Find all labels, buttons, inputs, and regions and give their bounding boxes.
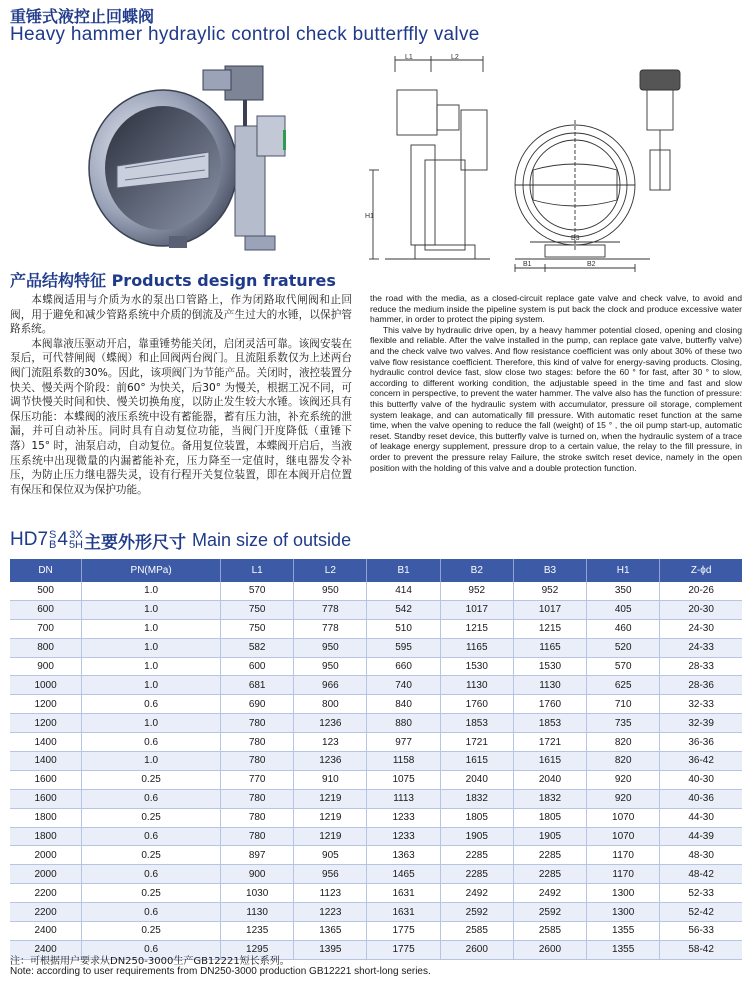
table-row	[10, 714, 742, 733]
table-cell: 1113	[367, 789, 440, 808]
table-cell: 1832	[513, 789, 586, 808]
table-cell: 1.0	[82, 600, 221, 619]
table-cell: 414	[367, 582, 440, 600]
column-header: DN	[10, 559, 82, 582]
table-cell: 2600	[513, 940, 586, 959]
table-row	[10, 827, 742, 846]
column-header: B2	[440, 559, 513, 582]
table-row	[10, 846, 742, 865]
table-cell: 1600	[10, 789, 82, 808]
table-cell: 52-42	[660, 903, 742, 922]
table-row	[10, 903, 742, 922]
column-header: PN(MPa)	[82, 559, 221, 582]
table-cell: 20-26	[660, 582, 742, 600]
table-cell: 24-30	[660, 619, 742, 638]
table-cell: 20-30	[660, 600, 742, 619]
table-row	[10, 582, 742, 600]
table-cell: 750	[221, 619, 294, 638]
table-cell: 582	[221, 638, 294, 657]
table-cell: 405	[587, 600, 660, 619]
table-cell: 1070	[587, 808, 660, 827]
table-cell: 2200	[10, 903, 82, 922]
table-cell: 1200	[10, 695, 82, 714]
table-title-en: Main size of outside	[192, 529, 352, 550]
table-cell: 700	[10, 619, 82, 638]
table-cell: 1030	[221, 884, 294, 903]
column-header: Z-ϕd	[660, 559, 742, 582]
table-cell: 36-42	[660, 752, 742, 771]
table-cell: 2400	[10, 922, 82, 941]
table-cell: 1805	[440, 808, 513, 827]
table-cell: 820	[587, 752, 660, 771]
table-cell: 1395	[294, 940, 367, 959]
table-row	[10, 789, 742, 808]
table-cell: 1853	[513, 714, 586, 733]
table-cell: 1233	[367, 827, 440, 846]
section-title: 产品结构特征 Products design fratures	[10, 271, 336, 290]
table-cell: 0.25	[82, 770, 221, 789]
table-row	[10, 657, 742, 676]
table-cell: 800	[10, 638, 82, 657]
table-cell: 1123	[294, 884, 367, 903]
table-title-cn: 主要外形尺寸	[84, 532, 186, 553]
table-row	[10, 638, 742, 657]
table-cell: 966	[294, 676, 367, 695]
label-b2: B2	[587, 261, 596, 268]
note-chinese: 注：可根据用户要求从DN250-3000生产GB12221短长系列。	[10, 956, 290, 967]
table-cell: 2492	[440, 884, 513, 903]
table-cell: 1158	[367, 752, 440, 771]
table-cell: 780	[221, 789, 294, 808]
table-cell: 56-33	[660, 922, 742, 941]
table-cell: 2285	[440, 865, 513, 884]
table-cell: 1832	[440, 789, 513, 808]
table-row	[10, 733, 742, 752]
table-cell: 500	[10, 582, 82, 600]
table-cell: 1631	[367, 884, 440, 903]
table-row	[10, 619, 742, 638]
table-cell: 0.25	[82, 846, 221, 865]
table-cell: 0.25	[82, 808, 221, 827]
label-l1: L1	[405, 54, 413, 61]
table-cell: 780	[221, 827, 294, 846]
table-cell: 2200	[10, 884, 82, 903]
table-row	[10, 695, 742, 714]
table-cell: 44-30	[660, 808, 742, 827]
table-cell: 1800	[10, 827, 82, 846]
table-cell: 0.6	[82, 940, 221, 959]
table-cell: 1805	[513, 808, 586, 827]
label-b1: B1	[523, 261, 532, 268]
table-cell: 0.25	[82, 884, 221, 903]
table-cell: 900	[10, 657, 82, 676]
table-cell: 1905	[440, 827, 513, 846]
table-cell: 956	[294, 865, 367, 884]
table-cell: 910	[294, 770, 367, 789]
table-cell: 897	[221, 846, 294, 865]
table-cell: 950	[294, 582, 367, 600]
table-cell: 1.0	[82, 638, 221, 657]
table-cell: 750	[221, 600, 294, 619]
table-cell: 1.0	[82, 714, 221, 733]
table-cell: 2285	[440, 846, 513, 865]
table-row	[10, 808, 742, 827]
table-cell: 900	[221, 865, 294, 884]
table-cell: 1355	[587, 922, 660, 941]
table-cell: 1295	[221, 940, 294, 959]
table-cell: 2585	[513, 922, 586, 941]
table-cell: 1363	[367, 846, 440, 865]
table-cell: 1233	[367, 808, 440, 827]
label-l2: L2	[451, 54, 459, 61]
table-cell: 952	[513, 582, 586, 600]
column-header: L1	[221, 559, 294, 582]
table-cell: 840	[367, 695, 440, 714]
table-cell: 1223	[294, 903, 367, 922]
table-cell: 1775	[367, 940, 440, 959]
table-cell: 710	[587, 695, 660, 714]
dimension-table	[10, 559, 742, 960]
table-cell: 570	[221, 582, 294, 600]
table-cell: 1721	[513, 733, 586, 752]
table-cell: 1236	[294, 714, 367, 733]
table-cell: 770	[221, 770, 294, 789]
table-cell: 600	[221, 657, 294, 676]
table-cell: 542	[367, 600, 440, 619]
table-cell: 1300	[587, 903, 660, 922]
label-b3: B3	[571, 235, 580, 242]
table-cell: 1530	[513, 657, 586, 676]
table-cell: 780	[221, 733, 294, 752]
table-cell: 950	[294, 638, 367, 657]
table-cell: 740	[367, 676, 440, 695]
table-cell: 800	[294, 695, 367, 714]
table-cell: 0.6	[82, 789, 221, 808]
table-cell: 1800	[10, 808, 82, 827]
table-cell: 1070	[587, 827, 660, 846]
table-cell: 2000	[10, 846, 82, 865]
table-cell: 0.25	[82, 922, 221, 941]
description-chinese	[10, 293, 352, 497]
table-cell: 2600	[440, 940, 513, 959]
table-cell: 44-39	[660, 827, 742, 846]
table-cell: 1235	[221, 922, 294, 941]
column-header: B1	[367, 559, 440, 582]
table-cell: 1000	[10, 676, 82, 695]
table-cell: 520	[587, 638, 660, 657]
table-cell: 2285	[513, 865, 586, 884]
label-h1: H1	[365, 213, 374, 220]
table-cell: 123	[294, 733, 367, 752]
table-cell: 778	[294, 619, 367, 638]
column-header: B3	[513, 559, 586, 582]
paragraph: 本蝶阀适用与介质为水的泵出口管路上，作为闭路取代闸阀和止回阀，用于避免和减少管路系统中介质的倒流及产生过大的水锤，以保护管路系统。	[10, 294, 352, 336]
model-code: HD7 S B 4 3X 5H	[10, 529, 83, 551]
paragraph: This valve by hydraulic drive open, by a heavy hammer potential closed, opening and closing flexible and reliable. After the valve installed in the pump, can replace gate valve, butterfly valve) and the check valve two valves. And flow resistance coefficient was only about 30% of these two valve flow resistance coefficient. Therefore, this kind of valve for energy-saving products. Closing, hydraulic control device fast, slow close two stages: before the 60 ° for fast, after 30 ° to slow, according to different working condition, the adjustable speed in the time and fast and slow concern in perspective, to prevent the water hammer. The valve also has the function of pressure: this butterfly valve of the hydraulic system with accumulator, pressure oil storage, complement system leakage, and can automatically fill pressure. With automatic reset function at the same time, when the valve opening to reduce the fall (weight) of 15 ° , the oil pump start-up, automatic reset. Standby reset device, this butterfly valve is turned on, when the hydraulic system of a trace of leakage energy supplement, pressure drop to a certain value, the relay to the fill pressure, in order to prevent the pressure relay Failure, the stroke switch reset device, namely in the open position with the holding of this valve and a double protection function.	[370, 324, 742, 473]
table-cell: 570	[587, 657, 660, 676]
table-cell: 1600	[10, 770, 82, 789]
table-cell: 1.0	[82, 657, 221, 676]
table-cell: 600	[10, 600, 82, 619]
title-chinese: 重锤式液控止回蝶阀	[10, 7, 155, 26]
table-cell: 1.0	[82, 582, 221, 600]
table-cell: 2492	[513, 884, 586, 903]
table-row	[10, 884, 742, 903]
table-cell: 2400	[10, 940, 82, 959]
table-cell: 1219	[294, 808, 367, 827]
table-cell: 1017	[440, 600, 513, 619]
table-cell: 1200	[10, 714, 82, 733]
table-cell: 2585	[440, 922, 513, 941]
table-cell: 2285	[513, 846, 586, 865]
table-cell: 820	[587, 733, 660, 752]
table-cell: 1130	[440, 676, 513, 695]
table-cell: 780	[221, 808, 294, 827]
table-cell: 625	[587, 676, 660, 695]
table-cell: 36-36	[660, 733, 742, 752]
table-cell: 1853	[440, 714, 513, 733]
table-cell: 28-33	[660, 657, 742, 676]
table-cell: 40-36	[660, 789, 742, 808]
table-cell: 1615	[440, 752, 513, 771]
note-english: Note: according to user requirements from DN250-3000 production GB12221 short-long series.	[10, 966, 431, 977]
table-cell: 0.6	[82, 865, 221, 884]
product-photo	[85, 56, 300, 256]
table-cell: 2000	[10, 865, 82, 884]
table-cell: 48-42	[660, 865, 742, 884]
table-cell: 1130	[513, 676, 586, 695]
table-cell: 1.0	[82, 752, 221, 771]
table-cell: 2040	[513, 770, 586, 789]
table-cell: 460	[587, 619, 660, 638]
table-cell: 690	[221, 695, 294, 714]
table-cell: 660	[367, 657, 440, 676]
title-english: Heavy hammer hydraylic control check butterffly valve	[10, 24, 480, 45]
table-row	[10, 770, 742, 789]
table-cell: 920	[587, 770, 660, 789]
table-cell: 1355	[587, 940, 660, 959]
table-cell: 1219	[294, 827, 367, 846]
table-cell: 1215	[440, 619, 513, 638]
table-cell: 1400	[10, 733, 82, 752]
table-cell: 1530	[440, 657, 513, 676]
paragraph: 本阀靠液压驱动开启，靠重锤势能关闭，启闭灵活可靠。该阀安装在泵后，可代替闸阀（蝶阀）和止回阀两台阀门。且流阻系数仅为上述两台阀门流阻系数的30%。因此，该项阀门为节能产品。关闭时，液控装置分快关、慢关两个阶段：前60° 为快关，后30° 为慢关，根据工况不同，可调节快慢关时间和快、慢关切换角度，以防止发生较大水锤。该阀还具有保压功能：本蝶阀的液压系统中设有蓄能器，蓄有压力油，补充系统的泄漏，并可自动补压。同时具有自动复位功能，当阀门开度降低（重锤下落）15° 时，油泵启动，自动复位。备用复位装置，本蝶阀开启后，当液压系统中出现微量的内漏蓄能补充，压力降至一定值时，继电器发令补压，为防止压力继电器失灵，设有行程开关复位装置，即在本阀开启位置有保压和保位双为保护功能。	[10, 337, 352, 496]
table-cell: 32-39	[660, 714, 742, 733]
table-cell: 1300	[587, 884, 660, 903]
table-cell: 977	[367, 733, 440, 752]
table-row	[10, 922, 742, 941]
table-cell: 2592	[513, 903, 586, 922]
table-cell: 350	[587, 582, 660, 600]
table-cell: 1631	[367, 903, 440, 922]
table-cell: 1165	[440, 638, 513, 657]
table-cell: 1365	[294, 922, 367, 941]
table-cell: 28-36	[660, 676, 742, 695]
table-cell: 1236	[294, 752, 367, 771]
column-header: H1	[587, 559, 660, 582]
table-row	[10, 865, 742, 884]
table-cell: 1170	[587, 846, 660, 865]
table-cell: 1017	[513, 600, 586, 619]
table-cell: 1400	[10, 752, 82, 771]
table-cell: 905	[294, 846, 367, 865]
table-cell: 1215	[513, 619, 586, 638]
column-header: L2	[294, 559, 367, 582]
table-row	[10, 676, 742, 695]
table-cell: 48-30	[660, 846, 742, 865]
table-row	[10, 752, 742, 771]
table-cell: 2592	[440, 903, 513, 922]
table-cell: 1165	[513, 638, 586, 657]
table-cell: 920	[587, 789, 660, 808]
table-cell: 1170	[587, 865, 660, 884]
table-cell: 1905	[513, 827, 586, 846]
table-cell: 780	[221, 752, 294, 771]
table-cell: 778	[294, 600, 367, 619]
table-cell: 950	[294, 657, 367, 676]
paragraph: the road with the media, as a closed-circuit replace gate valve and check valve, to avoid and reduce the medium inside the pipeline system is put back the clock and produce excessive water hammer, in order to protect the piping system.	[370, 293, 742, 325]
table-cell: 58-42	[660, 940, 742, 959]
table-cell: 1130	[221, 903, 294, 922]
table-cell: 0.6	[82, 827, 221, 846]
table-cell: 952	[440, 582, 513, 600]
table-cell: 681	[221, 676, 294, 695]
table-cell: 595	[367, 638, 440, 657]
table-cell: 2040	[440, 770, 513, 789]
table-cell: 780	[221, 714, 294, 733]
table-cell: 1465	[367, 865, 440, 884]
table-cell: 510	[367, 619, 440, 638]
table-cell: 0.6	[82, 695, 221, 714]
table-cell: 52-33	[660, 884, 742, 903]
table-cell: 32-33	[660, 695, 742, 714]
table-cell: 1721	[440, 733, 513, 752]
table-cell: 880	[367, 714, 440, 733]
table-row	[10, 600, 742, 619]
table-cell: 1.0	[82, 676, 221, 695]
table-cell: 24-33	[660, 638, 742, 657]
table-cell: 1760	[513, 695, 586, 714]
technical-drawing	[365, 50, 740, 275]
table-title	[10, 527, 351, 553]
table-cell: 40-30	[660, 770, 742, 789]
table-cell: 1760	[440, 695, 513, 714]
table-cell: 1615	[513, 752, 586, 771]
description-english	[370, 293, 742, 473]
table-cell: 0.6	[82, 903, 221, 922]
table-cell: 1075	[367, 770, 440, 789]
table-cell: 1219	[294, 789, 367, 808]
table-cell: 1.0	[82, 619, 221, 638]
table-cell: 0.6	[82, 733, 221, 752]
table-cell: 735	[587, 714, 660, 733]
table-cell: 1775	[367, 922, 440, 941]
